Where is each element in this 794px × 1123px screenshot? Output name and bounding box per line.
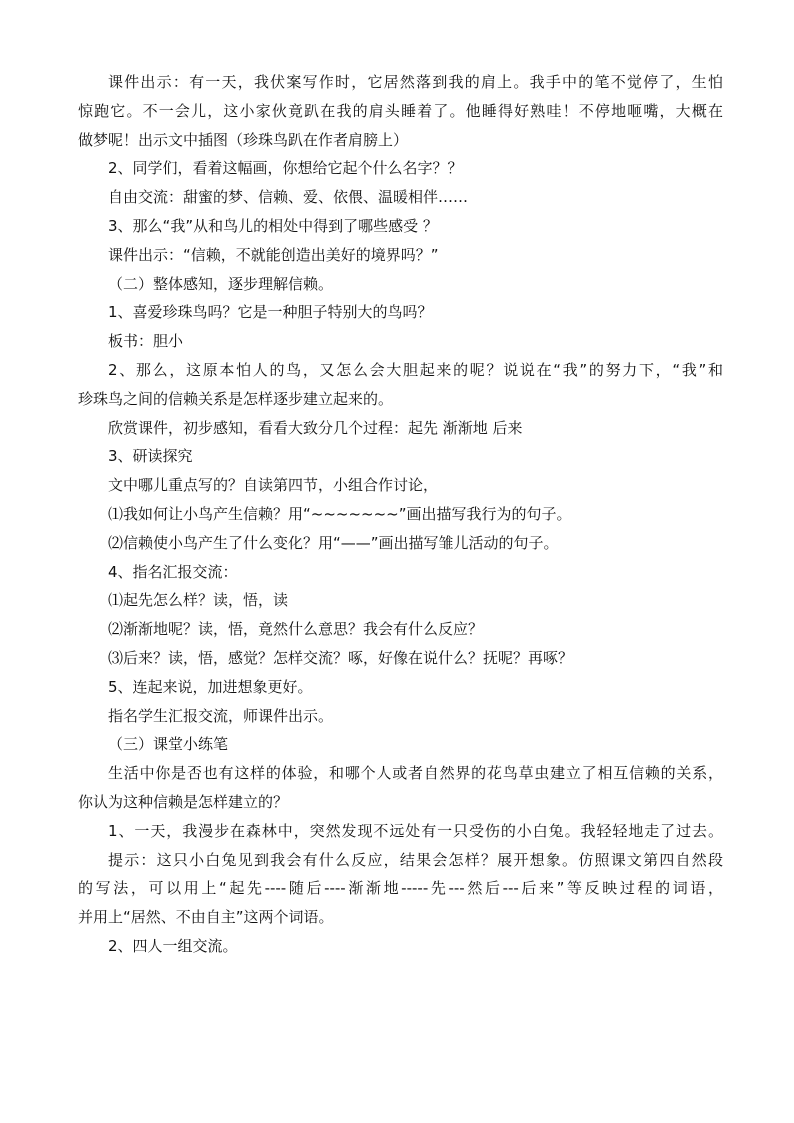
text-line-15: 文中哪儿重点写的？自读第四节，小组合作讨论， bbox=[108, 476, 439, 495]
text-line-19: ⑴起先怎么样？读，悟，读 bbox=[108, 591, 289, 610]
text-line-06: 3、那么“我”从和鸟儿的相处中得到了哪些感受 ？ bbox=[108, 216, 438, 235]
text-line-30: 并用上“居然、不由自主”这两个词语。 bbox=[78, 908, 334, 927]
text-line-10: 板书：胆小 bbox=[108, 332, 184, 351]
section-heading-2: （二）整体感知，逐步理解信赖。 bbox=[108, 274, 334, 293]
text-line-14: 3、研读探究 bbox=[108, 447, 193, 466]
text-line-02: 惊跑它。不一会儿，这小家伙竟趴在我的肩头睡着了。他睡得好熟哇！不停地咂嘴，大概在 bbox=[78, 101, 723, 120]
text-line-28: 提示：这只小白兔见到我会有什么反应，结果会怎样？展开想象。仿照课文第四自然段 bbox=[108, 850, 723, 869]
text-line-20: ⑵渐渐地呢？读，悟，竟然什么意思？我会有什么反应？ bbox=[108, 620, 484, 639]
text-line-07: 课件出示：“信赖，不就能创造出美好的境界吗？” bbox=[108, 245, 439, 264]
text-line-11: 2、那么，这原本怕人的鸟，又怎么会大胆起来的呢？说说在“我”的努力下，“我”和 bbox=[108, 360, 723, 379]
text-line-17: ⑵信赖使小鸟产生了什么变化？用“——”画出描写雏儿活动的句子。 bbox=[108, 533, 559, 552]
text-line-18: 4、指名汇报交流： bbox=[108, 562, 238, 581]
text-line-01: 课件出示：有一天，我伏案写作时，它居然落到我的肩上。我手中的笔不觉停了，生怕 bbox=[108, 73, 723, 91]
text-line-05: 自由交流：甜蜜的梦、信赖、爱、依偎、温暖相伴…… bbox=[108, 188, 469, 207]
text-line-03: 做梦呢！出示文中插图（珍珠鸟趴在作者肩膀上） bbox=[78, 130, 409, 149]
document-body bbox=[78, 68, 723, 961]
text-line-16: ⑴我如何让小鸟产生信赖？用“~~~~~~~”画出描写我行为的句子。 bbox=[108, 504, 572, 523]
text-line-25: 生活中你是否也有这样的体验，和哪个人或者自然界的花鸟草虫建立了相互信赖的关系， bbox=[108, 764, 723, 783]
text-line-23: 指名学生汇报交流，师课件出示。 bbox=[108, 706, 334, 725]
text-line-09: 1、喜爱珍珠鸟吗？它是一种胆子特别大的鸟吗？ bbox=[108, 303, 433, 322]
text-line-21: ⑶后来？读，悟，感觉？怎样交流？啄，好像在说什么？抚呢？再啄？ bbox=[108, 648, 574, 667]
text-line-22: 5、连起来说，加进想象更好。 bbox=[108, 677, 313, 696]
text-line-29: 的写法，可以用上“起先----随后----渐渐地-----先---然后---后来”等反映过程的词语， bbox=[78, 879, 723, 898]
text-line-31: 2、四人一组交流。 bbox=[108, 936, 238, 955]
text-line-12: 珍珠鸟之间的信赖关系是怎样逐步建立起来的。 bbox=[78, 389, 394, 408]
text-line-04: 2、同学们，看着这幅画，你想给它起个什么名字？？ bbox=[108, 159, 463, 178]
text-line-27: 1、一天，我漫步在森林中，突然发现不远处有一只受伤的小白兔。我轻轻地走了过去。 bbox=[108, 821, 723, 840]
text-line-26: 你认为这种信赖是怎样建立的？ bbox=[78, 792, 289, 811]
text-line-13: 欣赏课件，初步感知，看看大致分几个过程：起先 渐渐地 后来 bbox=[108, 418, 523, 437]
section-heading-3: （三）课堂小练笔 bbox=[108, 735, 229, 754]
